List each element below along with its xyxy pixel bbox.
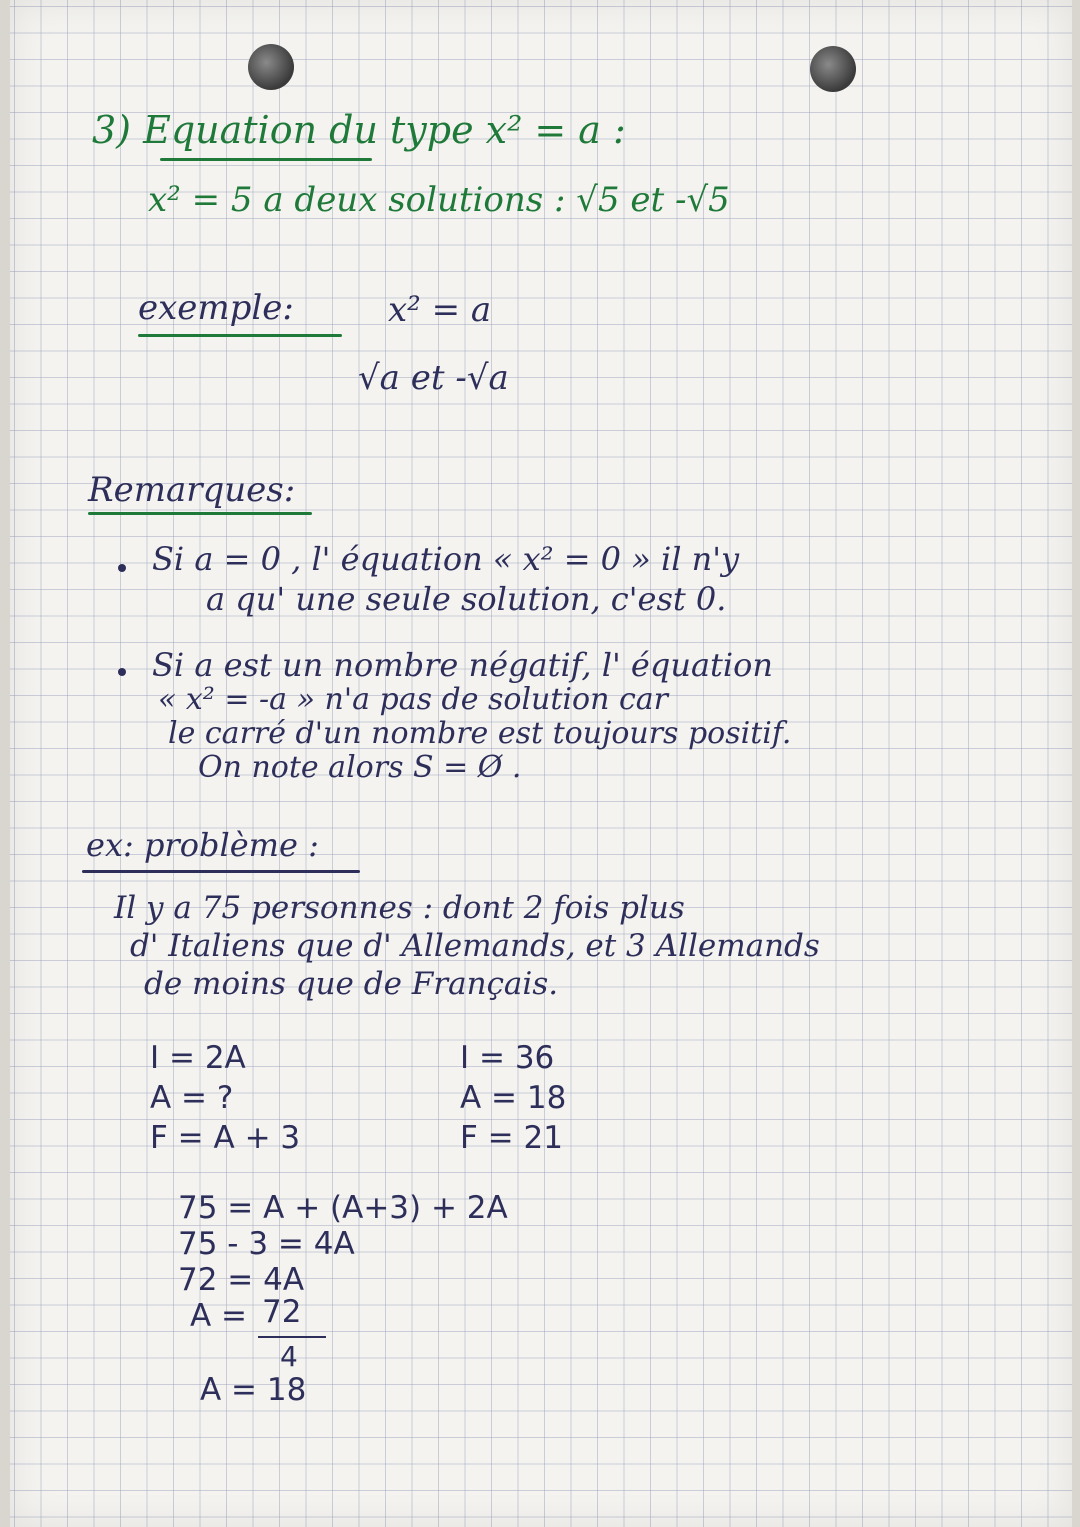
- result-line-2: A = 18: [460, 1080, 567, 1116]
- step-line-3: 72 = 4A: [178, 1262, 305, 1298]
- title-underline: [160, 158, 372, 161]
- section-line-1: x² = 5 a deux solutions : √5 et -√5: [148, 180, 730, 220]
- example-label: exemple:: [138, 288, 294, 328]
- bullet-1: [118, 564, 126, 572]
- fraction-numerator: 72: [262, 1294, 302, 1330]
- problem-line-1: Il y a 75 personnes : dont 2 fois plus: [114, 890, 685, 926]
- fraction-denominator: 4: [280, 1340, 298, 1373]
- bullet-2: [118, 668, 126, 676]
- section-title: 3) Equation du type x² = a :: [92, 108, 626, 152]
- example-solutions: √a et -√a: [358, 358, 509, 398]
- remark-2-line-3: le carré d'un nombre est toujours positif.: [168, 716, 792, 751]
- step-line-1: 75 = A + (A+3) + 2A: [178, 1190, 508, 1226]
- problem-label: ex: problème :: [86, 826, 319, 864]
- problem-line-2: d' Italiens que d' Allemands, et 3 Allemands: [130, 928, 820, 964]
- setup-line-1: I = 2A: [150, 1040, 246, 1076]
- final-result: A = 18: [200, 1372, 307, 1408]
- setup-line-2: A = ?: [150, 1080, 234, 1116]
- fraction-prefix: A =: [190, 1298, 248, 1334]
- problem-line-3: de moins que de Français.: [144, 966, 559, 1002]
- remark-2-line-4: On note alors S = Ø .: [198, 750, 522, 785]
- remarks-underline: [88, 512, 312, 515]
- remark-1-line-1: Si a = 0 , l' équation « x² = 0 » il n'y: [152, 540, 740, 578]
- example-underline: [138, 334, 342, 337]
- remarks-label: Remarques:: [88, 470, 296, 510]
- fraction-bar: [258, 1336, 326, 1338]
- problem-underline: [82, 870, 360, 873]
- punch-hole-right: [810, 46, 856, 92]
- remark-1-line-2: a qu' une seule solution, c'est 0.: [206, 580, 727, 618]
- remark-2-line-1: Si a est un nombre négatif, l' équation: [152, 646, 773, 684]
- result-line-3: F = 21: [460, 1120, 563, 1156]
- notebook-page: [10, 0, 1072, 1527]
- setup-line-3: F = A + 3: [150, 1120, 301, 1156]
- example-equation: x² = a: [388, 290, 492, 330]
- remark-2-line-2: « x² = -a » n'a pas de solution car: [158, 682, 668, 717]
- punch-hole-left: [248, 44, 294, 90]
- step-line-2: 75 - 3 = 4A: [178, 1226, 355, 1262]
- result-line-1: I = 36: [460, 1040, 555, 1076]
